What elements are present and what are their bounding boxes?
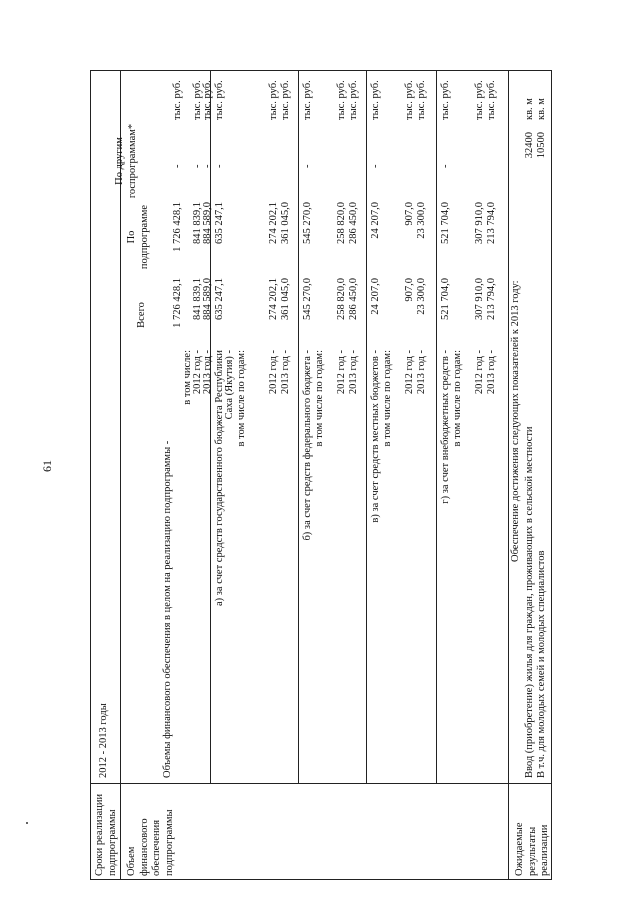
financing-row-total: 274 202,1 (268, 278, 279, 320)
col-other-header: По другим госпрограммам* (114, 123, 138, 199)
financing-row-unit: тыс. руб. (192, 80, 203, 120)
financing-row-label: 2012 год - (404, 350, 415, 395)
financing-row-unit: тыс. руб. (202, 80, 213, 120)
financing-row-unit: тыс. руб. (416, 80, 427, 120)
financing-row-sub: 635 247,1 (214, 202, 225, 244)
financing-row-sub: 1 726 428,1 (172, 202, 183, 252)
financing-row-unit: тыс. руб. (474, 80, 485, 120)
financing-row-other: - (172, 164, 183, 168)
financing-label: Объем финансового обеспечения подпрограммы (126, 809, 175, 876)
financing-row-label: б) за счет средств федерального бюджета - (302, 350, 313, 541)
financing-row-total: 545 270,0 (302, 278, 313, 320)
period-value: 2012 - 2013 годы (98, 703, 109, 778)
financing-row-sub: 884 589,0 (202, 202, 213, 244)
financing-row-label: 2012 год - (192, 350, 203, 395)
results-item-unit: кв. м (524, 98, 535, 120)
financing-row-other: - (440, 164, 451, 168)
financing-row-total: 24 207,0 (370, 278, 381, 315)
financing-row-unit: тыс. руб. (214, 80, 225, 120)
financing-row-label: в том числе: (182, 350, 193, 405)
financing-row-sub: 361 045,0 (280, 202, 291, 244)
financing-row-label: в) за счет средств местных бюджетов - (370, 350, 381, 523)
financing-row-unit: тыс. руб. (336, 80, 347, 120)
financing-row-other: - (192, 164, 203, 168)
subblock-divider (366, 70, 367, 784)
financing-row-sub: 258 820,0 (336, 202, 347, 244)
rotated-table (90, 60, 560, 880)
financing-row-unit: тыс. руб. (268, 80, 279, 120)
financing-row-other: - (370, 164, 381, 168)
financing-row-label: в том числе по годам: (314, 350, 325, 447)
financing-row-total: 258 820,0 (336, 278, 347, 320)
financing-row-sub: 23 300,0 (416, 202, 427, 239)
financing-row-label: в том числе по годам: (236, 350, 247, 447)
financing-row-label: 2012 год - (474, 350, 485, 395)
financing-row-unit: тыс. руб. (172, 80, 183, 120)
financing-row-sub: 841 839,1 (192, 202, 203, 244)
financing-row-total: 841 839,1 (192, 278, 203, 320)
results-item-value: 10500 (536, 132, 547, 159)
financing-row-sub: 545 270,0 (302, 202, 313, 244)
financing-row-total: 286 450,0 (348, 278, 359, 320)
financing-row-unit: тыс. руб. (280, 80, 291, 120)
results-item-text: Ввод (приобретение) жилья для граждан, проживающих в сельской местности (524, 426, 535, 778)
financing-row-label: 2012 год - (268, 350, 279, 395)
scan-dot (26, 822, 28, 824)
financing-row-sub: 213 794,0 (486, 202, 497, 244)
financing-row-unit: тыс. руб. (440, 80, 451, 120)
financing-row-label: в том числе по годам: (452, 350, 463, 447)
financing-row-unit: тыс. руб. (348, 80, 359, 120)
financing-row-label: 2013 год - (416, 350, 427, 395)
results-item-unit: кв. м (536, 98, 547, 120)
row-divider (508, 70, 509, 880)
results-item-value: 32400 (524, 132, 535, 159)
financing-row-sub: 521 704,0 (440, 202, 451, 244)
results-heading: Обеспечение достижения следующих показателей к 2013 году: (510, 280, 521, 562)
period-label: Сроки реализации подпрограммы (94, 793, 118, 876)
financing-row-total: 907,0 (404, 278, 415, 302)
financing-intro: Объемы финансового обеспечения в целом на реализацию подпрограммы - (162, 440, 173, 778)
financing-row-total: 1 726 428,1 (172, 278, 183, 328)
financing-row-sub: 307 910,0 (474, 202, 485, 244)
page-number: 61 (40, 460, 54, 472)
financing-row-unit: тыс. руб. (370, 80, 381, 120)
financing-row-sub: 24 207,0 (370, 202, 381, 239)
financing-row-other: - (214, 164, 225, 168)
financing-row-label: 2013 год - (348, 350, 359, 395)
financing-row-other: - (302, 164, 313, 168)
subblock-divider (298, 70, 299, 784)
financing-row-total: 884 589,0 (202, 278, 213, 320)
financing-row-label: г) за счет внебюджетных средств - (440, 350, 451, 504)
financing-row-label: 2012 год - (336, 350, 347, 395)
col-sub-header: По подпрограмме (126, 204, 150, 270)
financing-row-total: 361 045,0 (280, 278, 291, 320)
financing-row-label: 2013 год - (202, 350, 213, 395)
financing-row-label: а) за счет средств государственного бюджета Республики (214, 350, 225, 607)
financing-row-total: 23 300,0 (416, 278, 427, 315)
financing-row-total: 307 910,0 (474, 278, 485, 320)
financing-row-label: 2013 год - (280, 350, 291, 395)
financing-row-label: 2013 год - (486, 350, 497, 395)
column-divider (90, 783, 552, 784)
financing-row-total: 213 794,0 (486, 278, 497, 320)
financing-row-total: 521 704,0 (440, 278, 451, 320)
financing-row-sub: 907,0 (404, 202, 415, 226)
financing-row-unit: тыс. руб. (404, 80, 415, 120)
financing-row-label: в том числе по годам: (382, 350, 393, 447)
financing-row-unit: тыс. руб. (486, 80, 497, 120)
results-item-text: В т.ч. для молодых семей и молодых специалистов (536, 550, 547, 778)
financing-row-label: Саха (Якутия) - (224, 350, 235, 420)
financing-row-total: 635 247,1 (214, 278, 225, 320)
subblock-divider (436, 70, 437, 784)
results-label: Ожидаемые результаты реализации (514, 822, 550, 876)
financing-row-other: - (202, 164, 213, 168)
financing-row-unit: тыс. руб. (302, 80, 313, 120)
financing-row-sub: 286 450,0 (348, 202, 359, 244)
financing-row-sub: 274 202,1 (268, 202, 279, 244)
col-total-header: Всего (136, 302, 147, 328)
